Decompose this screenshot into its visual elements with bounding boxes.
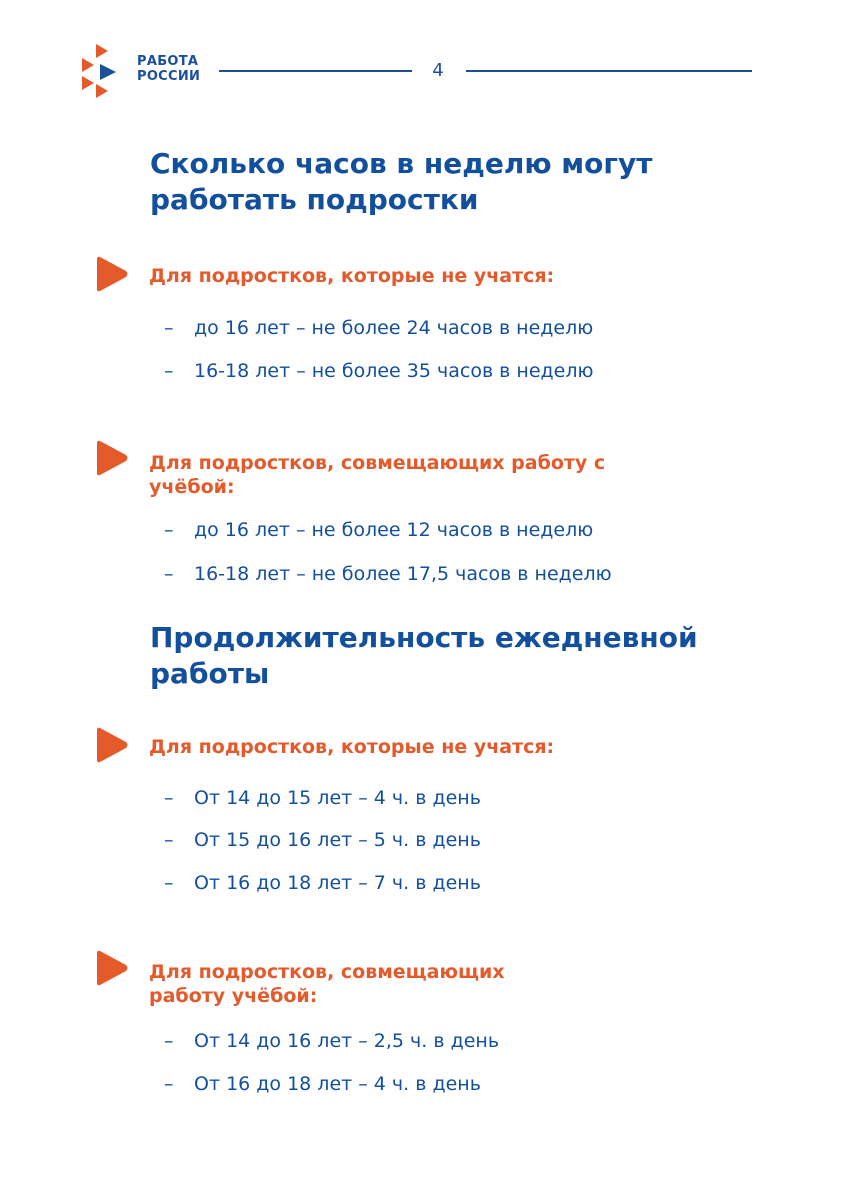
list-dash: – [164,519,174,541]
section-title [150,146,653,218]
list-dash: – [164,1073,174,1095]
section-title-line: работать подростки [150,183,479,216]
list-item [164,1072,481,1096]
section-title-line: Продолжительность ежедневной [150,621,698,654]
list-dash: – [164,563,174,585]
group-heading [149,264,554,288]
list-item [164,1029,499,1053]
list-item [164,786,481,810]
group-heading [149,960,505,1008]
list-item [164,359,594,383]
group-heading [149,451,605,499]
list-dash: – [164,1030,174,1052]
list-item-text: От 15 до 16 лет – 5 ч. в день [194,829,481,851]
orange-arrow-icon [95,256,129,292]
list-dash: – [164,360,174,382]
list-dash: – [164,872,174,894]
list-item-text: От 14 до 15 лет – 4 ч. в день [194,787,481,809]
list-item [164,562,612,586]
group-heading [149,735,554,759]
header-rule-left [219,70,412,72]
header-rule-right [466,70,752,72]
group-heading-line: Для подростков, которые не учатся: [149,736,555,758]
list-item-text: От 14 до 16 лет – 2,5 ч. в день [194,1030,500,1052]
page-number: 4 [432,60,444,81]
group-heading-line: Для подростков, совмещающих работу с [149,452,606,474]
list-item [164,316,593,340]
rabota-rossii-logo-icon [82,44,132,98]
list-item-text: От 16 до 18 лет – 4 ч. в день [194,1073,481,1095]
list-item-text: до 16 лет – не более 12 часов в неделю [194,519,594,541]
list-dash: – [164,829,174,851]
logo-text [137,54,200,84]
group-heading-line: работу учёбой: [149,985,318,1007]
section-title-line: Сколько часов в неделю могут [150,147,653,180]
logo-line-2: РОССИИ [137,69,201,84]
list-item [164,518,593,542]
page-header [0,0,848,110]
section-title [150,620,698,692]
list-item-text: 16-18 лет – не более 17,5 часов в неделю [194,563,612,585]
list-item [164,828,481,852]
group-heading-line: Для подростков, совмещающих [149,961,505,983]
list-dash: – [164,317,174,339]
section-title-line: работы [150,657,270,690]
list-dash: – [164,787,174,809]
orange-arrow-icon [95,950,129,986]
group-heading-line: учёбой: [149,476,235,498]
list-item-text: От 16 до 18 лет – 7 ч. в день [194,872,481,894]
list-item-text: до 16 лет – не более 24 часов в неделю [194,317,594,339]
list-item-text: 16-18 лет – не более 35 часов в неделю [194,360,594,382]
logo-line-1: РАБОТА [137,54,199,69]
orange-arrow-icon [95,440,129,476]
orange-arrow-icon [95,727,129,763]
list-item [164,871,481,895]
group-heading-line: Для подростков, которые не учатся: [149,265,555,287]
